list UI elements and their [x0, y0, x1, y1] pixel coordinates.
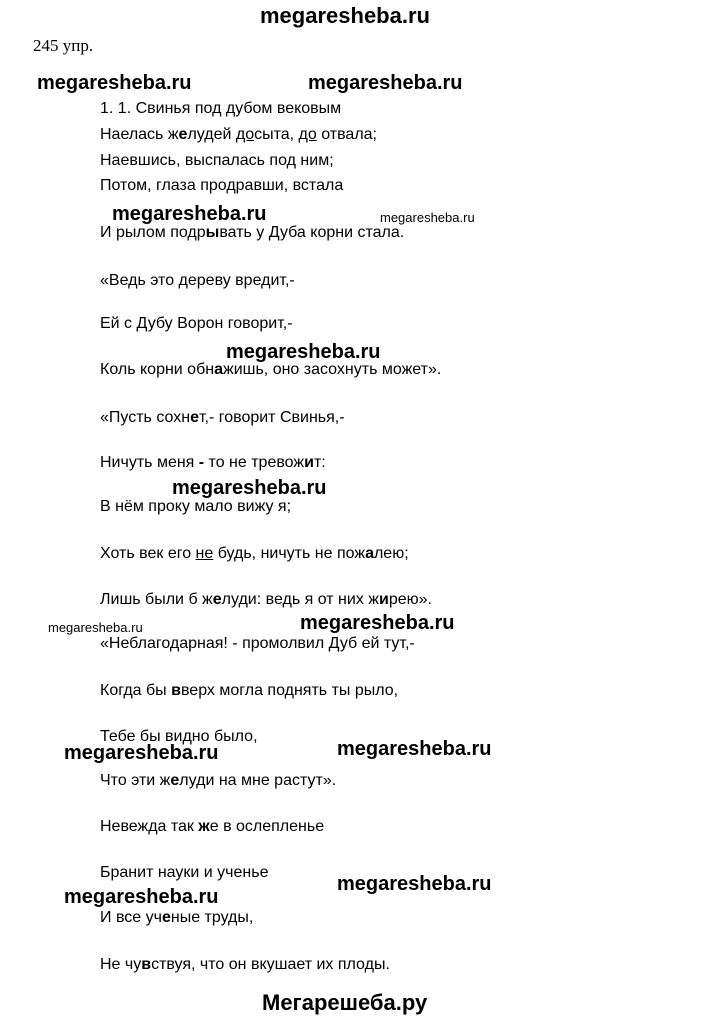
poem-segment: Не чу	[100, 956, 142, 973]
poem-segment: Лишь были б ж	[100, 591, 213, 608]
poem-segment: Ей с Дубу Ворон говорит,-	[100, 315, 293, 332]
poem-segment: ж	[198, 818, 210, 835]
poem-segment: е	[161, 909, 171, 926]
poem-segment: ствуя, что он вкушает их плоды.	[151, 956, 390, 973]
poem-segment: В нём проку мало вижу я;	[100, 498, 292, 515]
poem-segment: ные труды,	[170, 909, 254, 926]
poem-segment: и	[304, 454, 314, 471]
poem-segment: в	[141, 956, 152, 973]
poem-segment: -	[198, 454, 205, 471]
watermark: megaresheba.ru	[37, 72, 192, 94]
watermark: megaresheba.ru	[337, 873, 492, 895]
poem-segment: луди: ведь я от них ж	[221, 591, 379, 608]
poem-segment: е	[178, 126, 188, 143]
poem-segment: т:	[313, 454, 326, 471]
poem-segment: Когда бы	[100, 682, 172, 699]
poem-segment: до	[235, 126, 255, 143]
poem-line	[100, 635, 415, 653]
site-footer-title: Мегарешеба.ру	[262, 990, 428, 1015]
poem-line	[100, 909, 253, 927]
poem-segment: «Ведь это дереву вредит,-	[100, 272, 295, 289]
watermark: megaresheba.ru	[337, 738, 492, 760]
watermark: megaresheba.ru	[64, 886, 219, 908]
poem-segment: «Неблагодарная! - промолвил Дуб ей тут,-	[100, 635, 415, 652]
poem-line	[100, 772, 336, 790]
poem-segment: И рылом подр	[100, 224, 206, 241]
poem-segment: верх могла поднять ты рыло,	[180, 682, 399, 699]
watermark: megaresheba.ru	[64, 742, 219, 764]
poem-segment: отвала;	[316, 126, 377, 143]
poem-segment: в	[171, 682, 181, 699]
poem-segment: Коль корни обн	[100, 361, 215, 378]
poem-segment: а	[365, 545, 374, 562]
poem-segment: луди на мне растут».	[179, 772, 337, 789]
poem-line	[100, 818, 324, 836]
watermark: megaresheba.ru	[300, 612, 455, 634]
poem-line	[100, 956, 390, 974]
poem-line	[100, 272, 295, 290]
watermark: megaresheba.ru	[48, 620, 143, 635]
poem-segment: до	[298, 126, 317, 143]
poem-line	[100, 682, 398, 700]
poem-segment: е в ослепленье	[209, 818, 325, 835]
poem-segment: Тебе бы видно было,	[100, 728, 258, 745]
watermark: megaresheba.ru	[380, 210, 475, 225]
poem-segment: е	[190, 409, 199, 426]
poem-segment: вать у Дуба корни стала.	[219, 224, 405, 241]
poem-segment: а	[214, 361, 223, 378]
poem-segment: ы	[205, 224, 220, 241]
poem-segment: Невежда так	[100, 818, 199, 835]
poem-segment: Наевшись, выспалась под ним;	[100, 152, 334, 169]
poem-line	[100, 224, 404, 242]
poem-line	[100, 409, 345, 427]
poem-segment: «Пусть сохн	[100, 409, 191, 426]
poem-segment: будь, ничуть не пож	[213, 545, 366, 562]
poem-segment: е	[212, 591, 222, 608]
exercise-number: 245 упр.	[33, 36, 94, 55]
poem-segment: Что эти ж	[100, 772, 171, 789]
poem-line	[100, 728, 258, 746]
poem-line	[100, 315, 293, 333]
watermark: megaresheba.ru	[308, 72, 463, 94]
poem-line	[100, 100, 341, 118]
poem-line	[100, 152, 334, 170]
poem-segment: т,- говорит Свинья,-	[198, 409, 345, 426]
watermark: megaresheba.ru	[112, 203, 267, 225]
poem-line	[100, 126, 377, 144]
poem-line	[100, 545, 409, 563]
poem-segment: сыта,	[254, 126, 299, 143]
poem-line	[100, 454, 326, 472]
poem-segment: лею;	[373, 545, 409, 562]
poem-segment: 1. 1. Свинья под дубом вековым	[100, 100, 342, 117]
poem-line	[100, 864, 268, 882]
poem-segment: И все уч	[100, 909, 162, 926]
poem-segment: и	[378, 591, 389, 608]
poem-segment: жишь, оно засохнуть может».	[222, 361, 442, 378]
poem-segment: лудей	[187, 126, 236, 143]
watermark: megaresheba.ru	[226, 341, 381, 363]
poem-segment: Потом, глаза продравши, встала	[100, 177, 344, 194]
poem-line	[100, 498, 291, 516]
watermark: megaresheba.ru	[172, 477, 327, 499]
poem-line	[100, 177, 343, 195]
site-header-title: megaresheba.ru	[260, 3, 430, 28]
poem-segment: Наелась ж	[100, 126, 179, 143]
poem-segment: Хоть век его	[100, 545, 196, 562]
poem-segment: Ничуть меня	[100, 454, 199, 471]
poem-line	[100, 591, 432, 609]
poem-segment: Бранит науки и ученье	[100, 864, 269, 881]
poem-line	[100, 361, 441, 379]
poem-segment: то не тревож	[204, 454, 305, 471]
poem-segment: рею».	[388, 591, 432, 608]
poem-segment: е	[170, 772, 180, 789]
poem-segment: не	[195, 545, 214, 562]
